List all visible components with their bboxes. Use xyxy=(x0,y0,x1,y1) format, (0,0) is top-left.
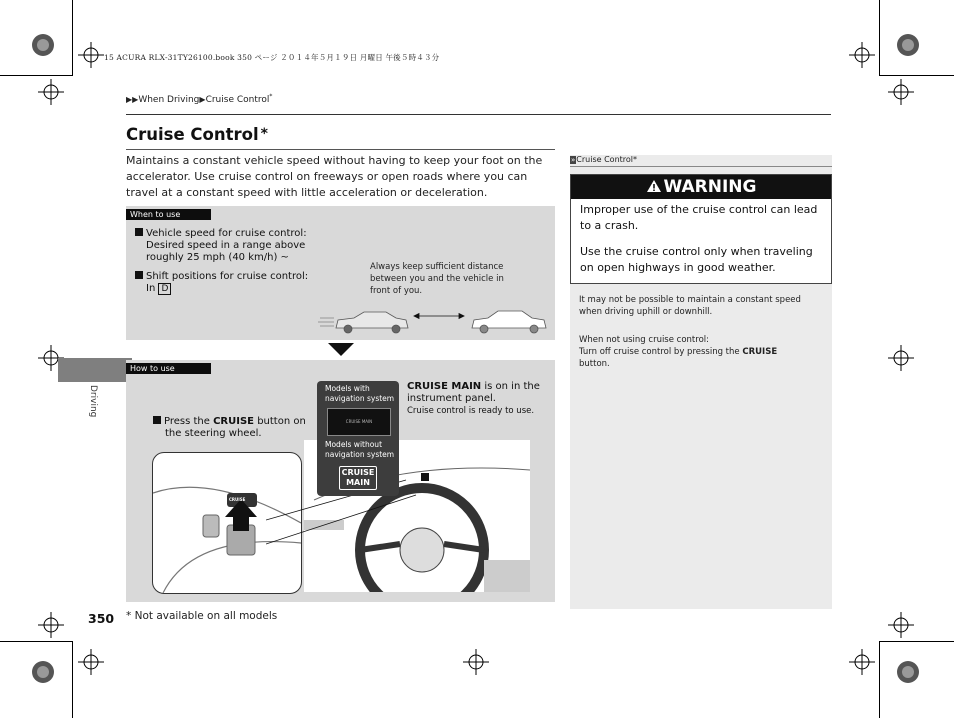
how-to-use-tag: How to use xyxy=(126,363,211,374)
nav-without-line2: navigation system xyxy=(325,450,395,459)
cruise-main-indicator-icon xyxy=(339,466,377,490)
cruise-main-suffix: is on in the xyxy=(481,381,540,392)
cruise-button-label: CRUISE xyxy=(229,497,246,502)
when-to-use-tag: When to use xyxy=(126,209,211,220)
breadcrumb-item-when-driving[interactable]: When Driving xyxy=(138,95,200,105)
cruise-main-indicator-box xyxy=(317,381,399,496)
reference-text[interactable]: Cruise Control xyxy=(576,155,634,164)
turn-off-note-bold: CRUISE xyxy=(742,347,778,357)
title-rule xyxy=(126,149,555,150)
following-distance-illustration xyxy=(316,302,555,340)
warning-paragraph-2: Use the cruise control only when traveling on open highways in good weather. xyxy=(580,245,813,274)
cruise-main-label-line1: CRUISE xyxy=(341,468,375,477)
turn-off-note-suffix: button. xyxy=(579,359,610,369)
notes-reference xyxy=(570,155,832,167)
gear-d-icon: D xyxy=(158,283,171,295)
page-title-text: Cruise Control xyxy=(126,125,259,144)
nav-screen-icon xyxy=(327,408,391,436)
reference-asterisk: * xyxy=(633,155,638,164)
nav-with-line2: navigation system xyxy=(325,394,395,403)
nav-without-line1: Models without xyxy=(325,440,383,449)
breadcrumb-arrows: ▶▶ xyxy=(126,95,139,104)
cruise-main-line2: instrument panel. xyxy=(407,393,496,404)
print-header: 15 ACURA RLX-31TY26100.book 350 ページ ２０１４年５月１９日 月曜日 午後５時４３分 xyxy=(104,53,440,62)
press-bold: CRUISE xyxy=(213,416,255,427)
speed-condition xyxy=(135,228,335,264)
page-title-asterisk: * xyxy=(260,126,268,142)
distance-note-line2: between you and the vehicle in xyxy=(370,274,504,284)
uphill-note: It may not be possible to maintain a constant speed when driving uphill or downhill. xyxy=(579,295,801,317)
press-cruise-instruction xyxy=(153,416,313,440)
distance-note-line3: front of you. xyxy=(370,286,423,296)
breadcrumb-separator: ▶ xyxy=(199,95,206,104)
header-rule xyxy=(126,114,831,115)
bullet-square-icon xyxy=(135,228,143,236)
bullet-square-icon xyxy=(135,271,143,279)
warning-paragraph-1: Improper use of the cruise control can lead to a crash. xyxy=(580,203,818,232)
shift-condition xyxy=(135,271,335,295)
nav-with-line1: Models with xyxy=(325,384,370,393)
breadcrumb-item-cruise-control[interactable]: Cruise Control xyxy=(205,95,270,105)
cruise-main-label-line2: MAIN xyxy=(346,478,370,487)
warning-header xyxy=(571,175,831,199)
warning-triangle-icon xyxy=(646,179,662,193)
turn-off-note xyxy=(579,334,824,370)
when-to-use-panel xyxy=(126,206,555,340)
press-suffix: button on xyxy=(254,416,306,427)
sidebar-label: Driving xyxy=(88,385,98,418)
cruise-main-bold: CRUISE MAIN xyxy=(407,381,482,392)
distance-note-line1: Always keep sufficient distance xyxy=(370,262,504,272)
distance-note xyxy=(370,261,530,297)
turn-off-note-line1: When not using cruise control: xyxy=(579,335,709,345)
page-number: 350 xyxy=(88,611,115,626)
reference-icon: » xyxy=(571,156,576,164)
press-line2: the steering wheel. xyxy=(165,428,262,439)
bullet-square-icon xyxy=(153,416,161,424)
shift-condition-prefix: In xyxy=(146,283,156,294)
press-prefix: Press the xyxy=(164,416,214,427)
breadcrumb xyxy=(126,93,272,105)
shift-condition-title: Shift positions for cruise control: xyxy=(146,271,309,282)
nav-screen-text: CRUISE MAIN xyxy=(345,419,373,424)
footnote: * Not available on all models xyxy=(126,610,278,622)
speed-condition-title: Vehicle speed for cruise control: xyxy=(146,228,307,239)
page-title xyxy=(126,125,268,144)
down-arrow-icon xyxy=(328,343,354,357)
cruise-main-line3: Cruise control is ready to use. xyxy=(407,406,535,416)
speed-condition-line3: roughly 25 mph (40 km/h) ~ xyxy=(146,252,289,263)
intro-paragraph: Maintains a constant vehicle speed without having to keep your foot on the accelerator. Use cruise control on freeways or open roads where you can travel at a constant speed with little acceleration or deceleration. xyxy=(126,154,543,199)
warning-body xyxy=(580,202,825,276)
warning-box xyxy=(570,174,832,284)
turn-off-note-prefix: Turn off cruise control by pressing the xyxy=(579,347,743,357)
cruise-main-description xyxy=(407,381,552,417)
breadcrumb-asterisk: * xyxy=(269,93,273,100)
how-to-use-panel xyxy=(126,360,555,602)
warning-title: WARNING xyxy=(663,177,757,197)
speed-condition-line2: Desired speed in a range above xyxy=(146,240,306,251)
sidebar-tab xyxy=(58,358,132,382)
